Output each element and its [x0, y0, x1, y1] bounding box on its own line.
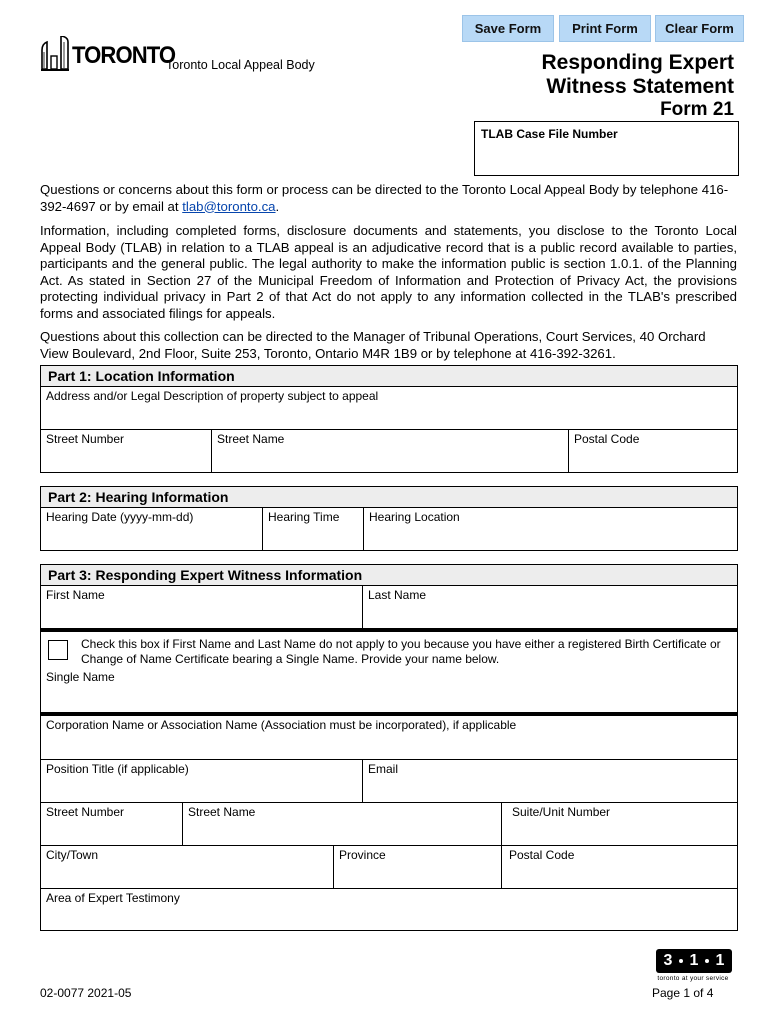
street-name-label: Street Name: [217, 432, 285, 446]
city-input[interactable]: [44, 866, 330, 886]
position-title-cell: [40, 759, 363, 803]
page-number: Page 1 of 4: [652, 986, 714, 1000]
street-number-input[interactable]: [44, 450, 208, 470]
address-input[interactable]: [44, 407, 734, 427]
part2-heading: Part 2: Hearing Information: [40, 486, 738, 508]
contact-street-number-input[interactable]: [44, 823, 179, 843]
email-link[interactable]: tlab@toronto.ca: [182, 198, 276, 214]
contact-postal-code-cell: [501, 845, 738, 889]
case-file-label: TLAB Case File Number: [481, 127, 618, 141]
hearing-location-label: Hearing Location: [369, 510, 460, 524]
print-form-button[interactable]: Print Form: [559, 15, 651, 42]
single-name-label: Single Name: [46, 670, 115, 684]
logo-digit: 3: [659, 951, 677, 971]
corporation-input[interactable]: [44, 737, 734, 757]
last-name-cell: [362, 585, 738, 629]
form-title: [541, 51, 734, 99]
single-name-cell: [40, 632, 738, 713]
suite-input[interactable]: [505, 823, 734, 843]
form-number: Form 21: [660, 99, 734, 120]
form-title-line1: Responding Expert: [541, 51, 734, 74]
logo-tagline: toronto at your service: [657, 975, 729, 982]
contact-street-number-label: Street Number: [46, 805, 125, 819]
part1-heading: Part 1: Location Information: [40, 365, 738, 387]
city-label: City/Town: [46, 848, 99, 862]
clear-form-button[interactable]: Clear Form: [655, 15, 744, 42]
email-label: Email: [368, 762, 399, 776]
email-input[interactable]: [366, 780, 734, 800]
collection-paragraph: Questions about this collection can be directed to the Manager of Tribunal Operations, Court Services, 40 Orchard View Boulevard, 2nd Floor, Suite 253, Toronto, Ontario M4R 1B9 or by telephone at 416-392-3261.: [40, 329, 706, 361]
street-number-label: Street Number: [46, 432, 125, 446]
postal-code-cell: [568, 429, 738, 473]
first-name-cell: [40, 585, 363, 629]
hearing-time-label: Hearing Time: [268, 510, 340, 524]
street-number-cell: [40, 429, 212, 473]
expert-testimony-input[interactable]: [44, 908, 734, 928]
hearing-time-cell: [262, 507, 364, 551]
expert-testimony-cell: [40, 888, 738, 931]
position-title-label: Position Title (if applicable): [46, 762, 189, 776]
logo-digit: 1: [685, 951, 703, 971]
logo-wordmark: TORONTO: [72, 42, 176, 69]
email-cell: [362, 759, 738, 803]
hearing-date-input[interactable]: [44, 528, 259, 548]
address-label: Address and/or Legal Description of property subject to appeal: [46, 389, 379, 403]
suite-label: Suite/Unit Number: [512, 805, 611, 819]
case-file-input[interactable]: [478, 146, 740, 174]
street-name-cell: [211, 429, 569, 473]
contact-end: .: [275, 198, 280, 214]
corporation-label: Corporation Name or Association Name (Association must be incorporated), if applicable: [46, 718, 517, 732]
single-name-input[interactable]: [44, 690, 734, 710]
first-name-input[interactable]: [44, 606, 359, 626]
part3-heading: Part 3: Responding Expert Witness Information: [40, 564, 738, 586]
postal-code-label: Postal Code: [574, 432, 640, 446]
contact-street-number-cell: [40, 802, 183, 846]
suite-cell: [501, 802, 738, 846]
logo-dot-icon: [705, 959, 709, 963]
address-cell: [40, 386, 738, 430]
corporation-cell: [40, 716, 738, 760]
contact-street-name-label: Street Name: [188, 805, 256, 819]
single-name-checkbox-text: Check this box if First Name and Last Name do not apply to you because you have either a registered Birth Certificate or Change of Name Certificate bearing a Single Name. Provide your name below.: [81, 637, 721, 666]
expert-testimony-label: Area of Expert Testimony: [46, 891, 180, 905]
agency-name: Toronto Local Appeal Body: [166, 58, 315, 72]
hearing-date-label: Hearing Date (yyyy-mm-dd): [46, 510, 194, 524]
311-logo: [648, 949, 738, 985]
last-name-input[interactable]: [366, 606, 734, 626]
province-input[interactable]: [337, 866, 498, 886]
hearing-location-input[interactable]: [367, 528, 734, 548]
logo-digit: 1: [711, 951, 729, 971]
contact-paragraph: [40, 182, 737, 215]
province-cell: [333, 845, 502, 889]
contact-postal-code-input[interactable]: [505, 866, 734, 886]
hearing-location-cell: [363, 507, 738, 551]
privacy-paragraph: Information, including completed forms, disclosure documents and statements, you disclose to the Toronto Local Appeal Body (TLAB) in relation to a TLAB appeal is an adjudicative record that is a public record available to parties, participants and the general public. The legal authority to make the information public is section 1.0.1. of the Planning Act. As stated in Section 27 of the Municipal Freedom of Information and Protection of Privacy Act, the provisions protecting individual privacy in Part 2 of that Act do not apply to any information collected in the TLAB's prescribed forms and associated filings for appeals.: [40, 223, 737, 321]
position-title-input[interactable]: [44, 780, 359, 800]
toronto-logo: [40, 36, 176, 72]
logo-dot-icon: [679, 959, 683, 963]
form-code: 02-0077 2021-05: [40, 986, 132, 1000]
province-label: Province: [339, 848, 386, 862]
contact-postal-code-label: Postal Code: [509, 848, 575, 862]
contact-text: Questions or concerns about this form or process can be directed to the Toronto Local Appeal Body by telephone 416-392-4697 or by email at: [40, 182, 729, 214]
last-name-label: Last Name: [368, 588, 427, 602]
form-title-line2: Witness Statement: [546, 75, 734, 98]
hearing-time-input[interactable]: [266, 528, 360, 548]
first-name-label: First Name: [46, 588, 105, 602]
city-cell: [40, 845, 334, 889]
postal-code-input[interactable]: [572, 450, 734, 470]
save-form-button[interactable]: Save Form: [462, 15, 554, 42]
city-hall-icon: [40, 36, 70, 72]
hearing-date-cell: [40, 507, 263, 551]
single-name-checkbox[interactable]: [48, 640, 68, 660]
street-name-input[interactable]: [215, 450, 565, 470]
contact-street-name-input[interactable]: [186, 823, 498, 843]
contact-street-name-cell: [182, 802, 502, 846]
